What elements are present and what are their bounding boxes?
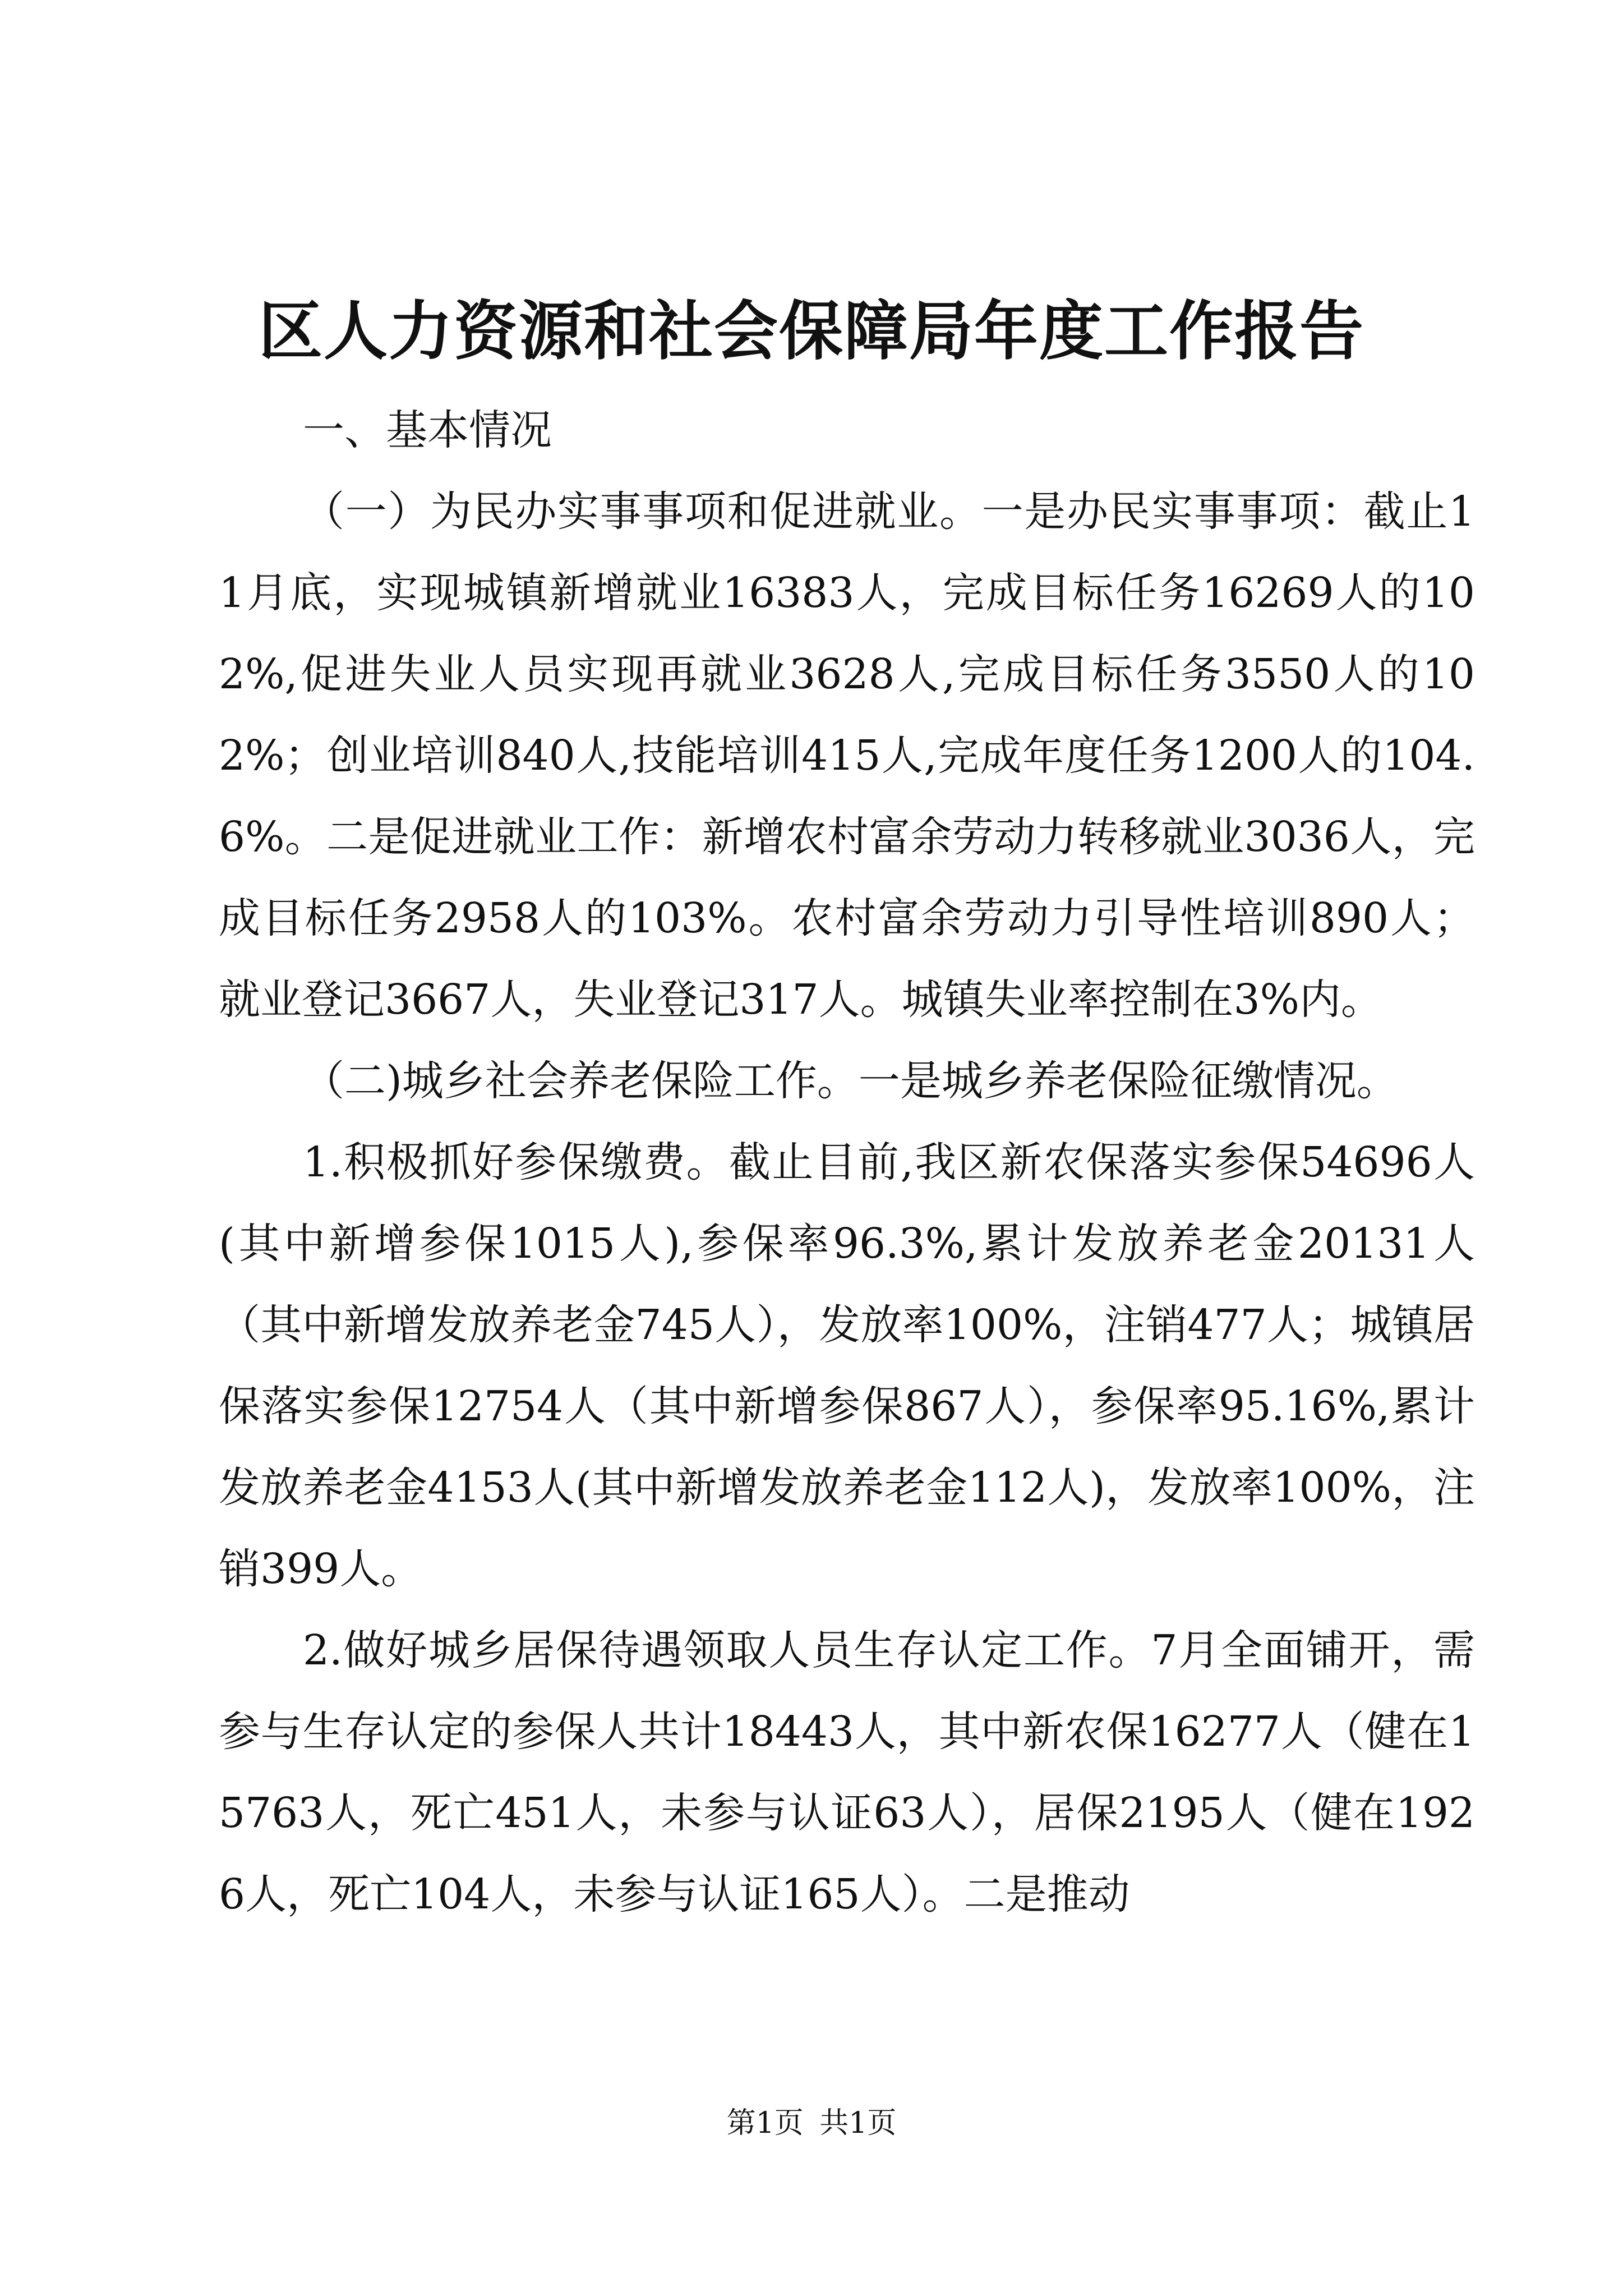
document-title: 区人力资源和社会保障局年度工作报告 <box>258 293 1364 369</box>
paragraph-employment: （一）为民办实事事项和促进就业。一是办民实事事项：截止11月底，实现城镇新增就业16383人，完成目标任务16269人的102%,促进失业人员实现再就业3628人,完成目标任务3550人的102%；创业培训840人,技能培训415人,完成年度任务1200人的104.6%。二是促进就业工作：新增农村富余劳动力转移就业3036人，完成目标任务2958人的103%。农村富余劳动力引导性培训890人；就业登记3667人，失业登记317人。城镇失业率控制在3%内。 <box>219 487 1475 1024</box>
paragraph-survival-certification: 2.做好城乡居保待遇领取人员生存认定工作。7月全面铺开，需参与生存认定的参保人共计18443人，其中新农保16277人（健在15763人，死亡451人，未参与认证63人），居保2195人（健在1926人，死亡104人，未参与认证165人）。二是推动 <box>219 1626 1475 1918</box>
page-footer <box>0 2101 1623 2146</box>
paragraph-pension-enrollment: 1.积极抓好参保缴费。截止目前,我区新农保落实参保54696人(其中新增参保1015人),参保率96.3%,累计发放养老金20131人（其中新增发放养老金745人），发放率100%，注销477人；城镇居保落实参保12754人（其中新增参保867人），参保率95.16%,累计发放养老金4153人(其中新增发放养老金112人)，发放率100%，注销399人。 <box>219 1138 1475 1593</box>
page-total: 共1页 <box>819 2106 897 2140</box>
document-body <box>219 390 1475 1935</box>
paragraph-pension-heading: （二)城乡社会养老保险工作。一是城乡养老保险征缴情况。 <box>303 1057 1398 1105</box>
page-number: 第1页 <box>726 2106 804 2140</box>
section-heading: 一、基本情况 <box>303 406 552 454</box>
